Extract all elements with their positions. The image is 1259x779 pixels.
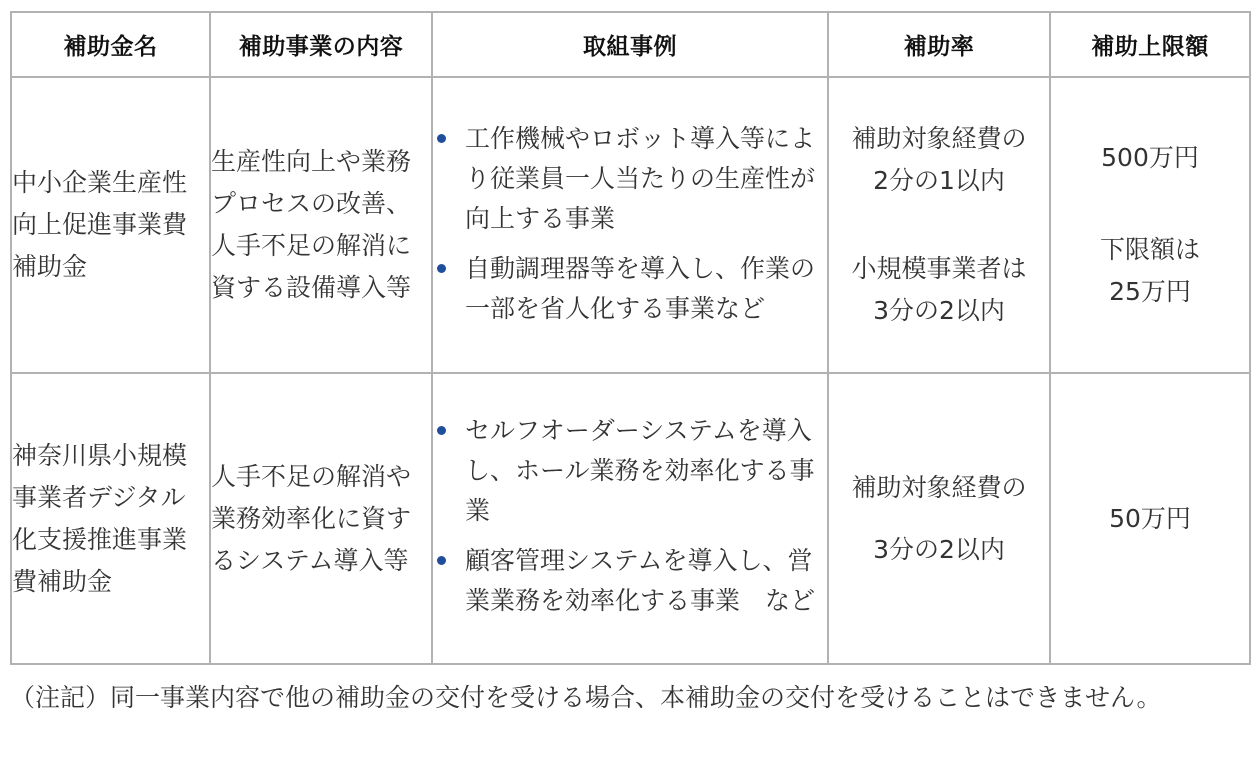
examples-list: [433, 112, 827, 329]
bullet-dot-icon: [437, 134, 446, 143]
limit-line: 500万円: [1101, 143, 1199, 172]
examples-list: [433, 406, 827, 621]
footnote: （注記）同一事業内容で他の補助金の交付を受ける場合、本補助金の交付を受けることはできません。: [10, 683, 1162, 712]
header-limit: 補助上限額: [1050, 12, 1250, 77]
rate-line: 補助対象経費の: [851, 472, 1027, 502]
rate-line: 2分の1以内: [873, 166, 1005, 195]
table-row: [11, 77, 1250, 373]
limit-cell: [1050, 77, 1250, 373]
bullet-dot-icon: [437, 556, 446, 565]
rate-line: 3分の2以内: [873, 296, 1005, 325]
list-item: [433, 249, 827, 329]
subsidy-name-cell: 神奈川県小規模事業者デジタル化支援推進事業費補助金: [11, 373, 210, 664]
bullet-dot-icon: [437, 264, 446, 273]
subsidy-table: [10, 11, 1251, 665]
bullet-dot-icon: [437, 426, 446, 435]
content-cell: 人手不足の解消や業務効率化に資するシステム導入等: [210, 373, 432, 664]
rate-line: 小規模事業者は: [851, 254, 1027, 283]
table-header-row: [11, 12, 1250, 77]
rate-cell: [828, 373, 1050, 664]
header-rate: 補助率: [828, 12, 1050, 77]
table-row: [11, 373, 1250, 664]
list-item: [433, 411, 827, 531]
rate-line: 補助対象経費の: [851, 124, 1027, 153]
list-item: [433, 119, 827, 239]
rate-cell: [828, 77, 1050, 373]
header-content: 補助事業の内容: [210, 12, 432, 77]
example-text: 顧客管理システムを導入し、営業業務を効率化する事業 など: [465, 546, 816, 615]
content-cell: 生産性向上や業務プロセスの改善、人手不足の解消に資する設備導入等: [210, 77, 432, 373]
subsidy-name-cell: 中小企業生産性向上促進事業費補助金: [11, 77, 210, 373]
limit-line: 25万円: [1109, 277, 1191, 306]
examples-cell: [432, 77, 828, 373]
header-examples: 取組事例: [432, 12, 828, 77]
rate-line: 3分の2以内: [873, 534, 1005, 564]
example-text: セルフオーダーシステムを導入し、ホール業務を効率化する事業: [465, 416, 815, 525]
example-text: 工作機械やロボット導入等により従業員一人当たりの生産性が向上する事業: [465, 123, 816, 233]
example-text: 自動調理器等を導入し、作業の一部を省人化する事業など: [465, 253, 816, 323]
limit-line: 下限額は: [1099, 235, 1200, 264]
header-subsidy-name: 補助金名: [11, 12, 210, 77]
limit-cell: [1050, 373, 1250, 664]
examples-cell: [432, 373, 828, 664]
limit-line: 50万円: [1109, 503, 1191, 533]
list-item: [433, 541, 827, 621]
